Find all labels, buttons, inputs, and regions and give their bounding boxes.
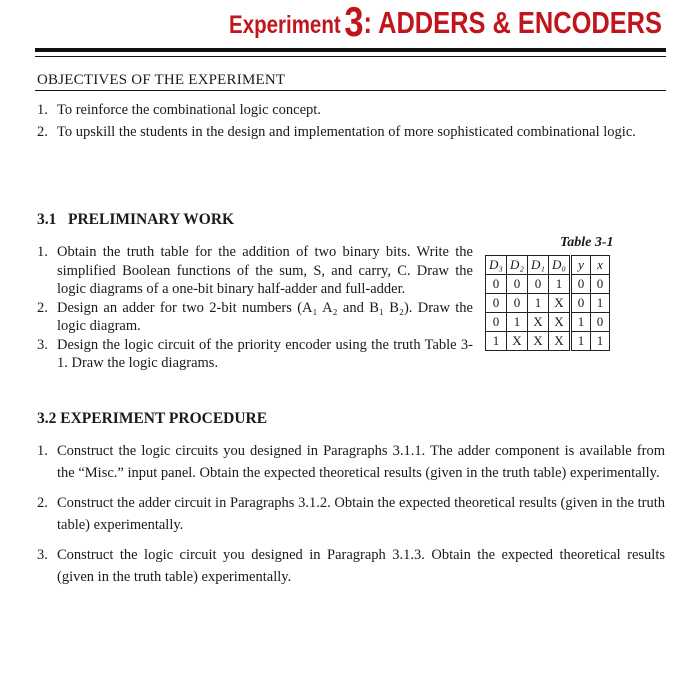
table-cell: 1 bbox=[507, 313, 528, 332]
procedure-item bbox=[37, 492, 665, 536]
table-cell: 0 bbox=[486, 294, 507, 313]
truth-table bbox=[485, 255, 610, 351]
header-rule-thick bbox=[35, 48, 666, 52]
procedure-item-number: 2. bbox=[37, 495, 48, 511]
objective-number: 2. bbox=[37, 124, 48, 140]
table-cell: 1 bbox=[549, 275, 571, 294]
table-row bbox=[486, 313, 610, 332]
procedure-heading bbox=[37, 410, 267, 428]
procedure-item bbox=[37, 544, 665, 588]
table-cell: X bbox=[549, 332, 571, 351]
title-number: 3 bbox=[344, 0, 364, 45]
objectives-rule bbox=[35, 90, 666, 91]
preliminary-item-number: 2. bbox=[37, 299, 48, 316]
table-cell: 0 bbox=[507, 275, 528, 294]
procedure-item bbox=[37, 440, 665, 484]
table-header-cell: D₃ bbox=[486, 256, 507, 275]
table-cell: 1 bbox=[591, 332, 610, 351]
objective-item bbox=[37, 121, 665, 143]
title-rest: : ADDERS & ENCODERS bbox=[363, 5, 662, 40]
preliminary-number: 3.1 bbox=[37, 211, 57, 228]
table-caption: Table 3-1 bbox=[560, 235, 614, 250]
table-cell: 1 bbox=[571, 313, 591, 332]
procedure-item-number: 1. bbox=[37, 443, 48, 459]
table-cell: 0 bbox=[591, 275, 610, 294]
procedure-number: 3.2 bbox=[37, 410, 57, 427]
table-header-cell: D₂ bbox=[507, 256, 528, 275]
objective-text: To upskill the students in the design and implementation of more sophisticated combinational logic. bbox=[57, 124, 636, 140]
procedure-item-number: 3. bbox=[37, 547, 48, 563]
table-cell: 0 bbox=[571, 294, 591, 313]
table-cell: 1 bbox=[571, 332, 591, 351]
preliminary-item bbox=[37, 243, 473, 299]
preliminary-item bbox=[37, 336, 473, 373]
table-cell: X bbox=[549, 313, 571, 332]
preliminary-list bbox=[37, 243, 473, 373]
objective-item bbox=[37, 99, 665, 121]
table-row bbox=[486, 294, 610, 313]
objectives-heading: OBJECTIVES OF THE EXPERIMENT bbox=[37, 72, 286, 88]
preliminary-heading bbox=[37, 211, 234, 229]
procedure-item-text: Construct the logic circuit you designed in Paragraph 3.1.3. Obtain the expected theoretical results (given in the truth table) experimentally. bbox=[57, 547, 665, 585]
table-cell: X bbox=[528, 332, 549, 351]
table-cell: 0 bbox=[486, 275, 507, 294]
table-header-cell: D₁ bbox=[528, 256, 549, 275]
table-header-row bbox=[486, 256, 610, 275]
procedure-title: EXPERIMENT PROCEDURE bbox=[60, 410, 268, 427]
table-cell: X bbox=[549, 294, 571, 313]
procedure-list bbox=[37, 440, 665, 596]
table-row bbox=[486, 275, 610, 294]
preliminary-item-text: Design an adder for two 2-bit numbers (A₁ A₂ and B₁ B₂). Draw the logic diagram. bbox=[57, 299, 473, 334]
table-header-cell: x bbox=[591, 256, 610, 275]
objective-number: 1. bbox=[37, 102, 48, 118]
page-title bbox=[0, 0, 662, 44]
table-cell: 0 bbox=[507, 294, 528, 313]
table-cell: 1 bbox=[591, 294, 610, 313]
table-cell: 0 bbox=[571, 275, 591, 294]
procedure-item-text: Construct the logic circuits you designed in Paragraphs 3.1.1. The adder component is available from the “Misc.” input panel. Obtain the expected theoretical results (given in the truth table) experimentally. bbox=[57, 443, 665, 481]
table-cell: 0 bbox=[528, 275, 549, 294]
preliminary-item bbox=[37, 299, 473, 336]
table-header-cell: y bbox=[571, 256, 591, 275]
preliminary-item-number: 1. bbox=[37, 244, 48, 260]
title-word: Experiment bbox=[229, 11, 341, 39]
table-cell: 1 bbox=[486, 332, 507, 351]
preliminary-item-text: Design the logic circuit of the priority encoder using the truth Table 3-1. Draw the logic diagrams. bbox=[57, 336, 473, 371]
preliminary-item-text: Obtain the truth table for the addition of two binary bits. Write the simplified Boolean functions of the sum, S, and carry, C. Draw the logic diagrams of a one-bit binary half-adder and full-adder. bbox=[57, 244, 473, 297]
table-cell: 0 bbox=[486, 313, 507, 332]
table-header-cell: D₀ bbox=[549, 256, 571, 275]
objectives-list bbox=[37, 99, 665, 143]
table-row bbox=[486, 332, 610, 351]
procedure-item-text: Construct the adder circuit in Paragraphs 3.1.2. Obtain the expected theoretical results (given in the truth table) experimentally. bbox=[57, 495, 665, 533]
objective-text: To reinforce the combinational logic concept. bbox=[57, 102, 321, 118]
preliminary-title: PRELIMINARY WORK bbox=[68, 211, 235, 228]
table-cell: 1 bbox=[528, 294, 549, 313]
table-cell: X bbox=[507, 332, 528, 351]
title-text bbox=[229, 0, 662, 51]
table-cell: X bbox=[528, 313, 549, 332]
table-cell: 0 bbox=[591, 313, 610, 332]
header-rule-thin bbox=[35, 56, 666, 57]
preliminary-item-number: 3. bbox=[37, 336, 48, 353]
